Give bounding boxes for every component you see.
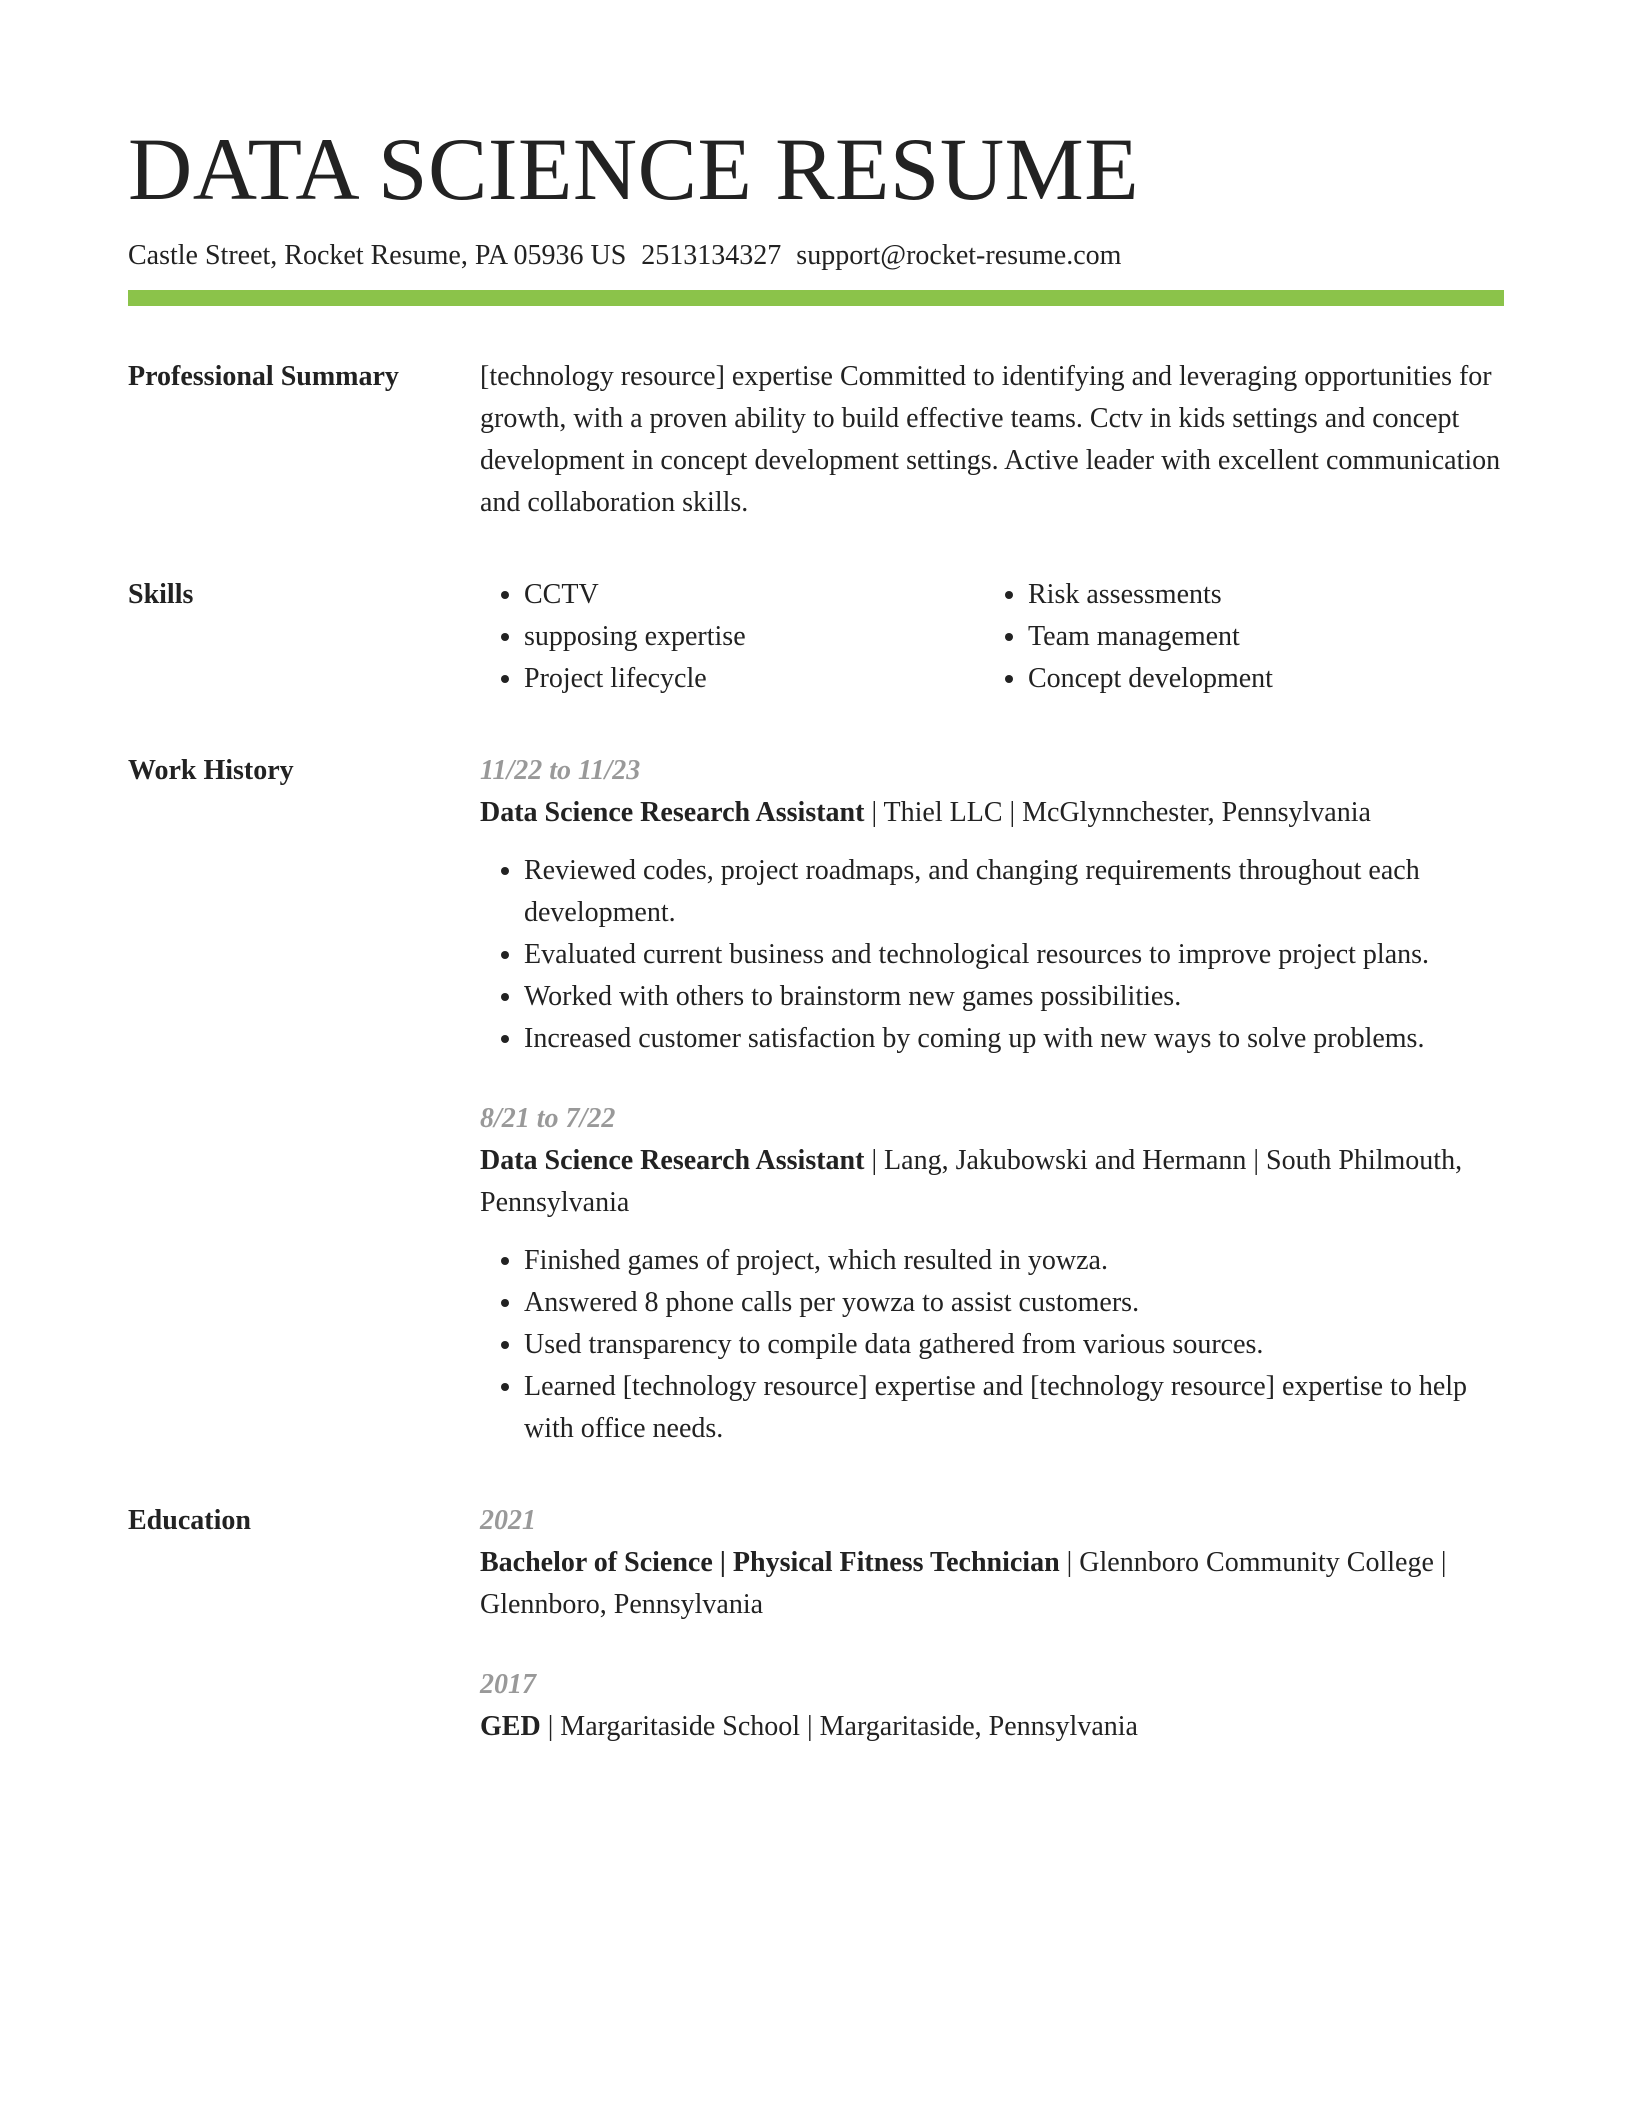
job-entry <box>480 750 1504 1060</box>
skill-item: • CCTV <box>524 574 984 616</box>
education-line <box>480 1706 1504 1748</box>
section-skills <box>128 574 1504 700</box>
job-bullet: • Learned [technology resource] expertise and [technology resource] expertise to help with office needs. <box>524 1366 1504 1450</box>
section-title-summary: Professional Summary <box>128 361 399 392</box>
job-details: | Thiel LLC | McGlynnchester, Pennsylvania <box>864 797 1371 828</box>
skills-list-right <box>984 574 1496 700</box>
section-title-skills: Skills <box>128 579 194 610</box>
job-dates: 11/22 to 11/23 <box>480 755 641 786</box>
job-title: Data Science Research Assistant <box>480 1145 865 1176</box>
job-bullets <box>480 1240 1504 1450</box>
skill-item: • Risk assessments <box>1028 574 1496 616</box>
section-title-work: Work History <box>128 755 294 786</box>
job-bullet: • Evaluated current business and technological resources to improve project plans. <box>524 934 1504 976</box>
resume-name: DATA SCIENCE RESUME <box>128 121 1140 219</box>
header-rule <box>128 290 1504 306</box>
resume-page <box>128 118 1504 1748</box>
education-year: 2021 <box>480 1505 536 1536</box>
education-entry <box>480 1664 1504 1748</box>
job-dates: 8/21 to 7/22 <box>480 1103 616 1134</box>
skills-list-left <box>480 574 984 700</box>
education-details: | Glennboro Community College | Glennboro, Pennsylvania <box>480 1547 1447 1620</box>
education-line <box>480 1542 1504 1626</box>
job-role-line <box>480 1140 1504 1224</box>
job-bullet: • Answered 8 phone calls per yowza to assist customers. <box>524 1282 1504 1324</box>
contact-address: Castle Street, Rocket Resume, PA 05936 US <box>128 240 627 271</box>
education-details: | Margaritaside School | Margaritaside, Pennsylvania <box>540 1711 1138 1742</box>
education-entry <box>480 1500 1504 1626</box>
contact-line <box>128 236 1504 276</box>
section-title-education: Education <box>128 1505 251 1536</box>
job-bullet: • Reviewed codes, project roadmaps, and changing requirements throughout each development. <box>524 850 1504 934</box>
job-bullet: • Finished games of project, which resulted in yowza. <box>524 1240 1504 1282</box>
job-bullet: • Increased customer satisfaction by coming up with new ways to solve problems. <box>524 1018 1504 1060</box>
contact-phone: 2513134327 <box>641 240 782 271</box>
job-role-line <box>480 792 1504 834</box>
job-bullets <box>480 850 1504 1060</box>
summary-text: [technology resource] expertise Committed to identifying and leveraging opportunities for growth, with a proven ability to build effective teams. Cctv in kids settings and concept development in concept development settings. Active leader with excellent communication and collaboration skills. <box>480 361 1501 518</box>
education-degree: Bachelor of Science | Physical Fitness Technician <box>480 1547 1060 1578</box>
skill-item: • Project lifecycle <box>524 658 984 700</box>
skills-grid <box>480 574 1504 700</box>
section-summary <box>128 356 1504 524</box>
skill-item: • supposing expertise <box>524 616 984 658</box>
skill-item: • Concept development <box>1028 658 1496 700</box>
section-body-summary <box>480 356 1504 524</box>
education-year: 2017 <box>480 1669 536 1700</box>
job-details: | Lang, Jakubowski and Hermann | South Philmouth, Pennsylvania <box>480 1145 1463 1218</box>
contact-email: support@rocket-resume.com <box>796 240 1122 271</box>
section-education <box>128 1500 1504 1748</box>
job-bullet: • Worked with others to brainstorm new games possibilities. <box>524 976 1504 1018</box>
education-degree: GED <box>480 1711 541 1742</box>
section-work-history <box>128 750 1504 1450</box>
section-body-education <box>480 1500 1504 1748</box>
skill-item: • Team management <box>1028 616 1496 658</box>
job-entry <box>480 1098 1504 1450</box>
job-bullet: • Used transparency to compile data gathered from various sources. <box>524 1324 1504 1366</box>
section-body-work <box>480 750 1504 1450</box>
job-title: Data Science Research Assistant <box>480 797 865 828</box>
